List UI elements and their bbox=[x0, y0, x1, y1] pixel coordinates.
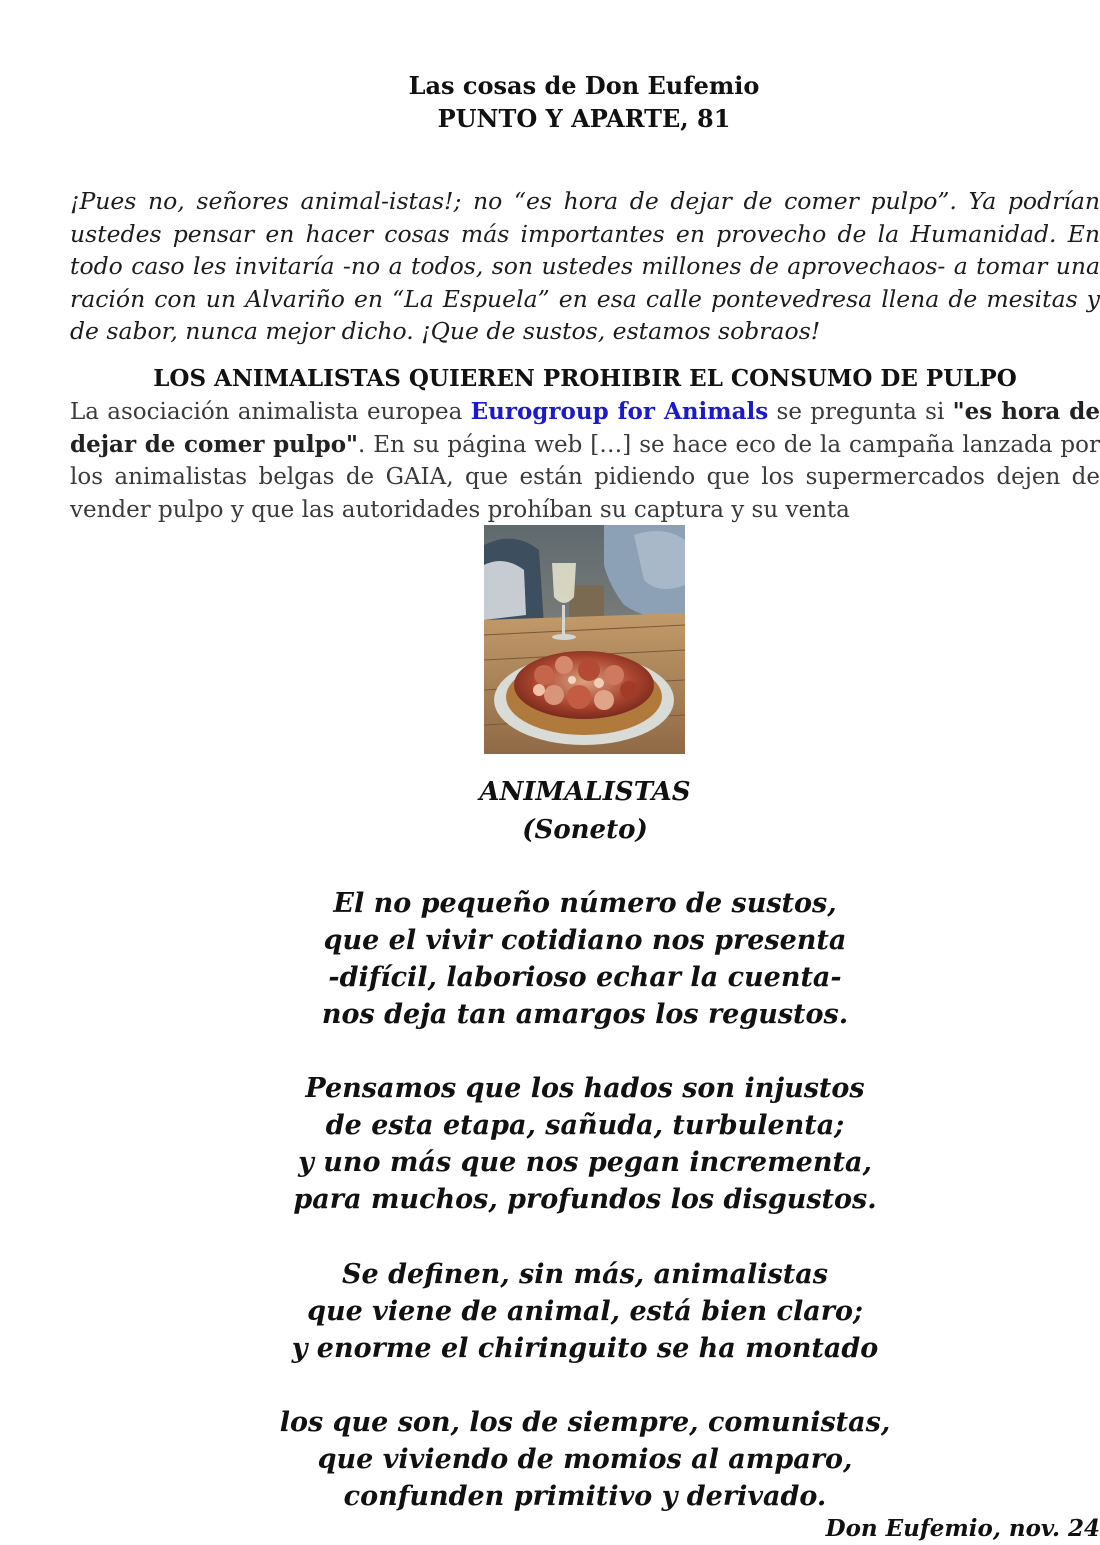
poem-stanza-3 bbox=[0, 1256, 1100, 1367]
intro-paragraph: ¡Pues no, señores animal-istas!; no “es hora de dejar de comer pulpo”. Ya podrían ustedes pensar en hacer cosas más importantes en provecho de la Humanidad. En todo caso les invitaría -no a todos, son ustedes millones de aprovechaos- a tomar una ración con un Alvariño en “La Espuela” en esa calle pontevedresa llena de mesitas y de sabor, nunca mejor dicho. ¡Que de sustos, estamos sobraos! bbox=[70, 187, 1100, 345]
news-quote: "es hora de dejar de comer pulpo" bbox=[70, 398, 1100, 458]
poem-line: El no pequeño número de sustos, bbox=[333, 888, 837, 919]
news-text-part2: se pregunta si bbox=[768, 399, 953, 425]
poem-stanza-2 bbox=[0, 1070, 1100, 1218]
poem-line: que el vivir cotidiano nos presenta bbox=[323, 925, 847, 956]
poem-line: de esta etapa, sañuda, turbulenta; bbox=[325, 1110, 845, 1141]
poem-subtitle: (Soneto) bbox=[522, 815, 648, 845]
poem-line: que viviendo de momios al amparo, bbox=[317, 1444, 853, 1475]
column-subtitle: PUNTO Y APARTE, 81 bbox=[437, 104, 731, 133]
news-headline: LOS ANIMALISTAS QUIEREN PROHIBIR EL CONSUMO DE PULPO bbox=[153, 365, 1017, 392]
news-text-part3: . En su página web […] se hace eco de la campaña lanzada por los animalistas belgas de GAIA, que están pidiendo que los supermercados dejen de vender pulpo y que las autoridades prohíban su captura y su venta bbox=[70, 431, 1100, 523]
column-title: Las cosas de Don Eufemio bbox=[408, 71, 760, 100]
news-paragraph bbox=[70, 396, 1100, 526]
poem-line: nos deja tan amargos los regustos. bbox=[321, 999, 849, 1030]
news-text-part1: La asociación animalista europea bbox=[70, 399, 471, 425]
poem-line: -difícil, laborioso echar la cuenta- bbox=[328, 962, 842, 993]
octopus-dish-illustration bbox=[484, 525, 685, 754]
eurogroup-link[interactable]: Eurogroup for Animals bbox=[470, 398, 769, 425]
poem-line: y enorme el chiringuito se ha montado bbox=[291, 1333, 879, 1364]
octopus-dish-photo bbox=[484, 525, 685, 754]
poem-line: para muchos, profundos los disgustos. bbox=[293, 1184, 877, 1215]
poem-line: que viene de animal, está bien claro; bbox=[307, 1296, 863, 1327]
poem-line: confunden primitivo y derivado. bbox=[343, 1481, 827, 1512]
author-signature: Don Eufemio, nov. 24 bbox=[825, 1515, 1100, 1542]
poem-stanza-1 bbox=[0, 885, 1100, 1033]
poem-line: los que son, los de siempre, comunistas, bbox=[279, 1407, 891, 1438]
poem-title: ANIMALISTAS bbox=[479, 777, 691, 807]
poem-line: Se definen, sin más, animalistas bbox=[342, 1259, 828, 1290]
poem-line: y uno más que nos pegan incrementa, bbox=[298, 1147, 872, 1178]
poem-stanza-4 bbox=[0, 1404, 1100, 1515]
poem-line: Pensamos que los hados son injustos bbox=[305, 1073, 865, 1104]
